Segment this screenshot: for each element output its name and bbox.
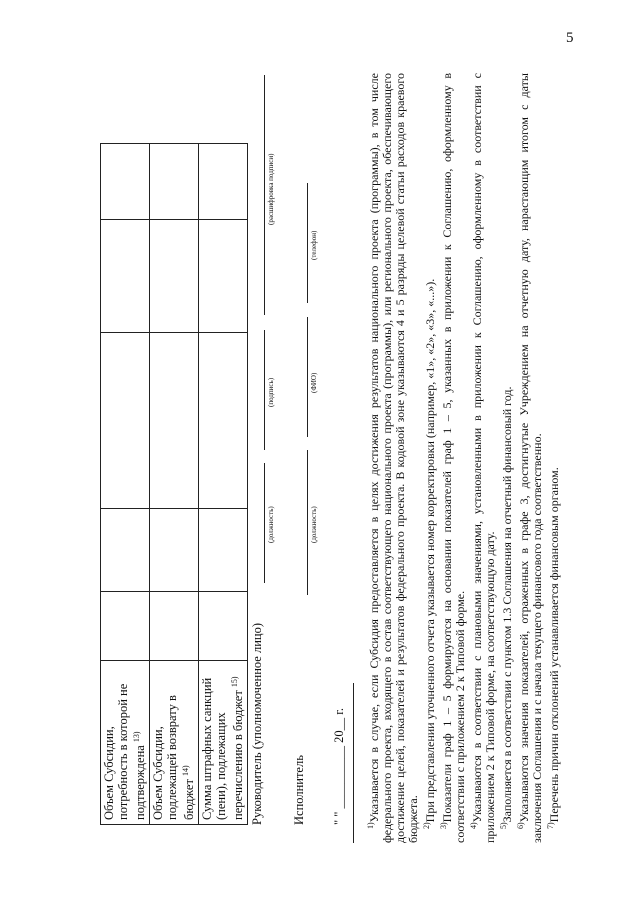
- footnotes: [353, 73, 561, 843]
- table-row: [101, 144, 150, 825]
- table-row: [150, 144, 199, 825]
- exec-phone-line: [307, 183, 308, 303]
- signature-block: [250, 55, 360, 825]
- footnote: [420, 73, 437, 843]
- footnote: [514, 73, 544, 843]
- footnote-num: 1): [366, 822, 375, 829]
- table-cell: [150, 220, 199, 333]
- exec-name-line: [307, 317, 308, 437]
- row-label: [101, 661, 150, 825]
- exec-cap-position: (должность): [310, 506, 318, 543]
- footnote: [364, 73, 420, 843]
- row-label: [199, 661, 248, 825]
- footnote-ref: 14): [181, 765, 190, 776]
- head-cap-position: (должность): [267, 506, 275, 543]
- footnote-text: Показатели граф 1 – 5 формируются на основании показателей граф 1 – 5, указанных в приложении к Соглашению, оформленному в соответствии с приложением 2 к Типовой форме.: [440, 73, 467, 843]
- page-number: 5: [566, 30, 574, 46]
- head-cap-signature: (подпись): [267, 377, 275, 407]
- table-cell: [101, 144, 150, 220]
- rotated-document: [60, 61, 600, 851]
- row-label: [150, 661, 199, 825]
- subsidy-table: [100, 143, 248, 825]
- footnote-text: Перечень причин отклонений устанавливается финансовым органом.: [547, 467, 561, 823]
- footnote-text: Указывается в случае, если Субсидия предоставляется в целях достижения результатов национального проекта (программы), в том числе федерального проекта, входящего в состав соответствующего национального проекта (программы), или регионального проекта, обеспечивающего достижение целей, показателей и результатов федерального проекта. В кодовой зоне указываются 4 и 5 разряды целевой статьи расходов краевого бюджета.: [367, 73, 420, 843]
- row-label-text: Объем Субсидии, потребность в которой не подтверждена: [102, 683, 148, 820]
- footnote: [437, 73, 467, 843]
- footnote-num: 2): [422, 822, 431, 829]
- head-position-line: [264, 463, 265, 583]
- row-label-text: Сумма штрафных санкций (пени), подлежащих перечислению в бюджет: [200, 677, 246, 820]
- row-label-text: Объем Субсидии, подлежащей возврату в бюджет: [151, 695, 197, 820]
- footnote-ref: 15): [230, 676, 239, 688]
- date-line: " " __________ 20__ г.: [332, 707, 346, 825]
- head-signature-line: [264, 330, 265, 450]
- table-cell: [150, 333, 199, 509]
- footnote-text: Заполняется в соответствии с пунктом 1.3 Соглашения на отчетный финансовый год.: [500, 386, 514, 823]
- footnote-separator: [353, 683, 354, 843]
- footnote-num: 7): [546, 822, 555, 829]
- table-cell: [150, 509, 199, 592]
- footnote-ref: 13): [132, 731, 141, 743]
- table-cell: [150, 144, 199, 220]
- head-label: Руководитель (уполномоченное лицо): [250, 622, 264, 825]
- footnote-text: Указываются значения показателей, отраженных в графе 3, достигнутые Учреждением на отчетную дату, нарастающим итогом с даты заключения Соглашения и с начала текущего финансового года соответственно.: [517, 73, 544, 843]
- footnote: [497, 73, 514, 843]
- exec-position-line: [307, 450, 308, 595]
- footnote: [467, 73, 497, 843]
- table-cell: [199, 592, 248, 661]
- table-row: [199, 144, 248, 825]
- executor-label: Исполнитель: [292, 755, 306, 825]
- footnote-text: Указываются в соответствии с плановыми значениями, установленными в приложении к Соглашению, оформленному в соответствии с приложением 2 к Типовой форме, на соответствующую дату.: [470, 73, 497, 843]
- table-cell: [199, 333, 248, 509]
- exec-cap-phone: (телефон): [310, 230, 318, 260]
- table-cell: [199, 144, 248, 220]
- footnote: [544, 73, 561, 843]
- table-cell: [199, 509, 248, 592]
- head-cap-decode: (расшифровка подписи): [267, 153, 275, 225]
- table-cell: [150, 592, 199, 661]
- table-cell: [101, 220, 150, 333]
- footnote-num: 3): [439, 822, 448, 829]
- footnote-num: 4): [469, 822, 478, 829]
- table-cell: [199, 220, 248, 333]
- head-decode-line: [264, 75, 265, 315]
- footnote-num: 6): [516, 822, 525, 829]
- table-cell: [101, 333, 150, 509]
- footnote-text: При представлении уточненного отчета указывается номер корректировки (например, «1», «2», «3», «...»).: [423, 278, 437, 823]
- table-cell: [101, 509, 150, 592]
- exec-cap-name: (ФИО): [310, 372, 318, 393]
- table-cell: [101, 592, 150, 661]
- footnote-num: 5): [499, 822, 508, 829]
